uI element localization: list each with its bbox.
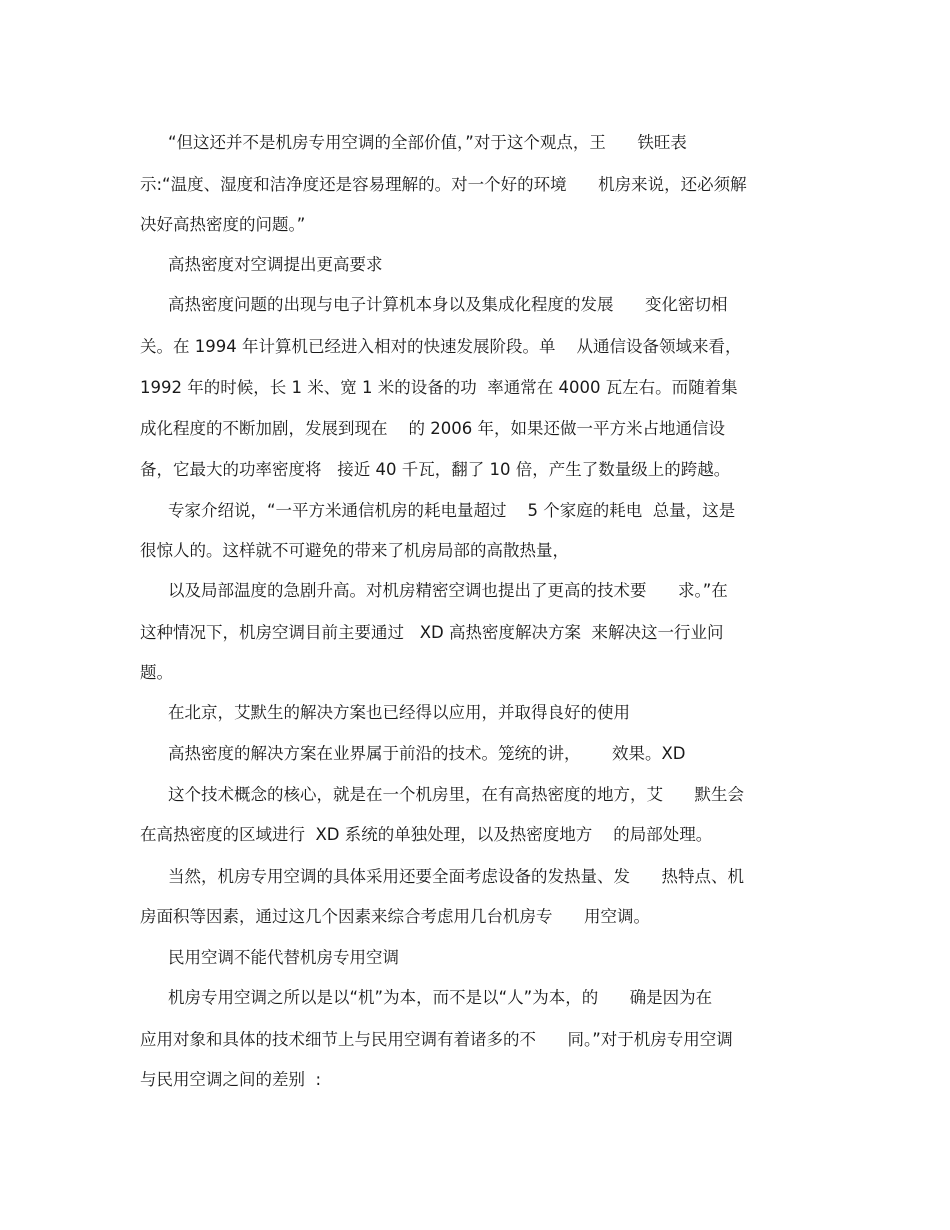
text-line-3: 决好高热密度的问题。” bbox=[140, 215, 306, 234]
text-line-16: 高热密度的解决方案在业界属于前沿的技术。笼统的讲， 效果。XD bbox=[168, 744, 686, 763]
text-line-6: 关。在 1994 年计算机已经进入相对的快速发展阶段。单 从通信设备领域来看， bbox=[140, 337, 742, 356]
section-heading-1: 高热密度对空调提出更高要求 bbox=[168, 255, 383, 274]
text-line-9: 备，它最大的功率密度将 接近 40 千瓦，翻了 10 倍，产生了数量级上的跨越。 bbox=[140, 460, 731, 479]
text-line-19: 当然，机房专用空调的具体采用还要全面考虑设备的发热量、发 热特点、机 bbox=[168, 867, 744, 886]
text-line-8: 成化程度的不断加剧，发展到现在 的 2006 年，如果还做一平方米占地通信设 bbox=[140, 419, 725, 438]
text-line-14: 题。 bbox=[140, 663, 173, 682]
text-line-11: 很惊人的。这样就不可避免的带来了机房局部的高散热量， bbox=[140, 541, 569, 560]
text-line-5: 高热密度问题的出现与电子计算机本身以及集成化程度的发展 变化密切相 bbox=[168, 295, 728, 314]
text-line-18: 在高热密度的区域进行 XD 系统的单独处理，以及热密度地方 的局部处理。 bbox=[140, 825, 713, 844]
text-line-13: 这种情况下，机房空调目前主要通过 XD 高热密度解决方案 来解决这一行业问 bbox=[140, 623, 724, 642]
text-line-2: 示:“温度、湿度和洁净度还是容易理解的。对一个好的环境 机房来说，还必须解 bbox=[140, 175, 747, 194]
text-line-23: 应用对象和具体的技术细节上与民用空调有着诸多的不 同。”对于机房专用空调 bbox=[140, 1030, 733, 1049]
text-line-7: 1992 年的时候，长 1 米、宽 1 米的设备的功 率通常在 4000 瓦左右。而随着集 bbox=[140, 378, 738, 397]
text-line-17: 这个技术概念的核心，就是在一个机房里，在有高热密度的地方，艾 默生会 bbox=[168, 785, 744, 804]
section-heading-2: 民用空调不能代替机房专用空调 bbox=[168, 948, 399, 967]
text-line-12: 以及局部温度的急剧升高。对机房精密空调也提出了更高的技术要 求。”在 bbox=[168, 581, 728, 600]
text-line-1: “但这还并不是机房专用空调的全部价值，”对于这个观点，王 铁旺表 bbox=[168, 133, 687, 152]
text-line-10: 专家介绍说，“一平方米通信机房的耗电量超过 5 个家庭的耗电 总量，这是 bbox=[168, 501, 736, 520]
text-line-24: 与民用空调之间的差别 : bbox=[140, 1070, 322, 1089]
text-line-15: 在北京，艾默生的解决方案也已经得以应用，并取得良好的使用 bbox=[168, 703, 630, 722]
text-line-20: 房面积等因素，通过这几个因素来综合考虑用几台机房专 用空调。 bbox=[140, 907, 650, 926]
text-line-22: 机房专用空调之所以是以“机”为本，而不是以“人”为本，的 确是因为在 bbox=[168, 988, 713, 1007]
